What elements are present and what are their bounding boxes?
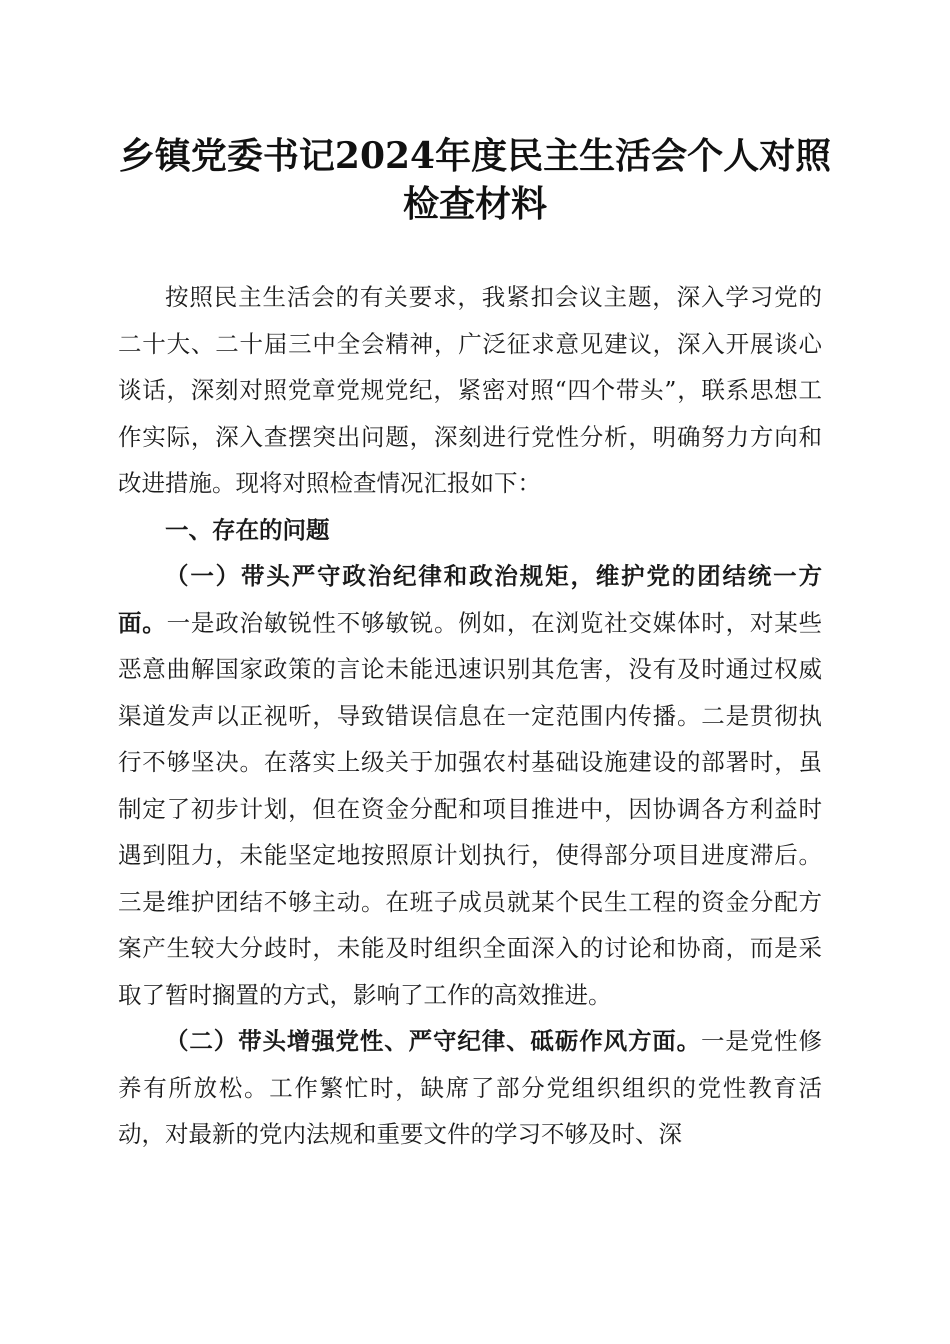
intro-paragraph: 按照民主生活会的有关要求，我紧扣会议主题，深入学习党的二十大、二十届三中全会精神，广泛征求意见建议，深入开展谈心谈话，深刻对照党章党规党纪，紧密对照“四个带头”，联系思想工作实际，深入查摆突出问题，深刻进行党性分析，明确努力方向和改进措施。现将对照检查情况汇报如下： xyxy=(118,283,822,497)
document-title-line1: 乡镇党委书记2024年度民主生活会个人对照 xyxy=(118,135,832,177)
document-body xyxy=(118,274,822,1158)
item1-lead: （一）带头严守政治纪律和政治规矩，维护党的团结统一方面。 xyxy=(118,562,822,637)
document-title-line2: 检查材料 xyxy=(402,183,547,225)
item1-paragraph xyxy=(118,553,822,1018)
section-heading-problems: 一、存在的问题 xyxy=(165,515,330,544)
item2-paragraph xyxy=(118,1018,822,1158)
item2-body: 一是党性修养有所放松。工作繁忙时，缺席了部分党组织组织的党性教育活动，对最新的党内法规和重要文件的学习不够及时、深 xyxy=(118,1027,823,1148)
item1-body: 一是政治敏锐性不够敏锐。例如，在浏览社交媒体时，对某些恶意曲解国家政策的言论未能迅速识别其危害，没有及时通过权威渠道发声以正视听，导致错误信息在一定范围内传播。二是贯彻执行不够坚决。在落实上级关于加强农村基础设施建设的部署时，虽制定了初步计划，但在资金分配和项目推进中，因协调各方利益时遇到阻力，未能坚定地按照原计划执行，使得部分项目进度滞后。三是维护团结不够主动。在班子成员就某个民生工程的资金分配方案产生较大分歧时，未能及时组织全面深入的讨论和协商，而是采取了暂时搁置的方式，影响了工作的高效推进。 xyxy=(118,608,823,1009)
item2-lead: （二）带头增强党性、严守纪律、砥砺作风方面。 xyxy=(165,1027,702,1055)
